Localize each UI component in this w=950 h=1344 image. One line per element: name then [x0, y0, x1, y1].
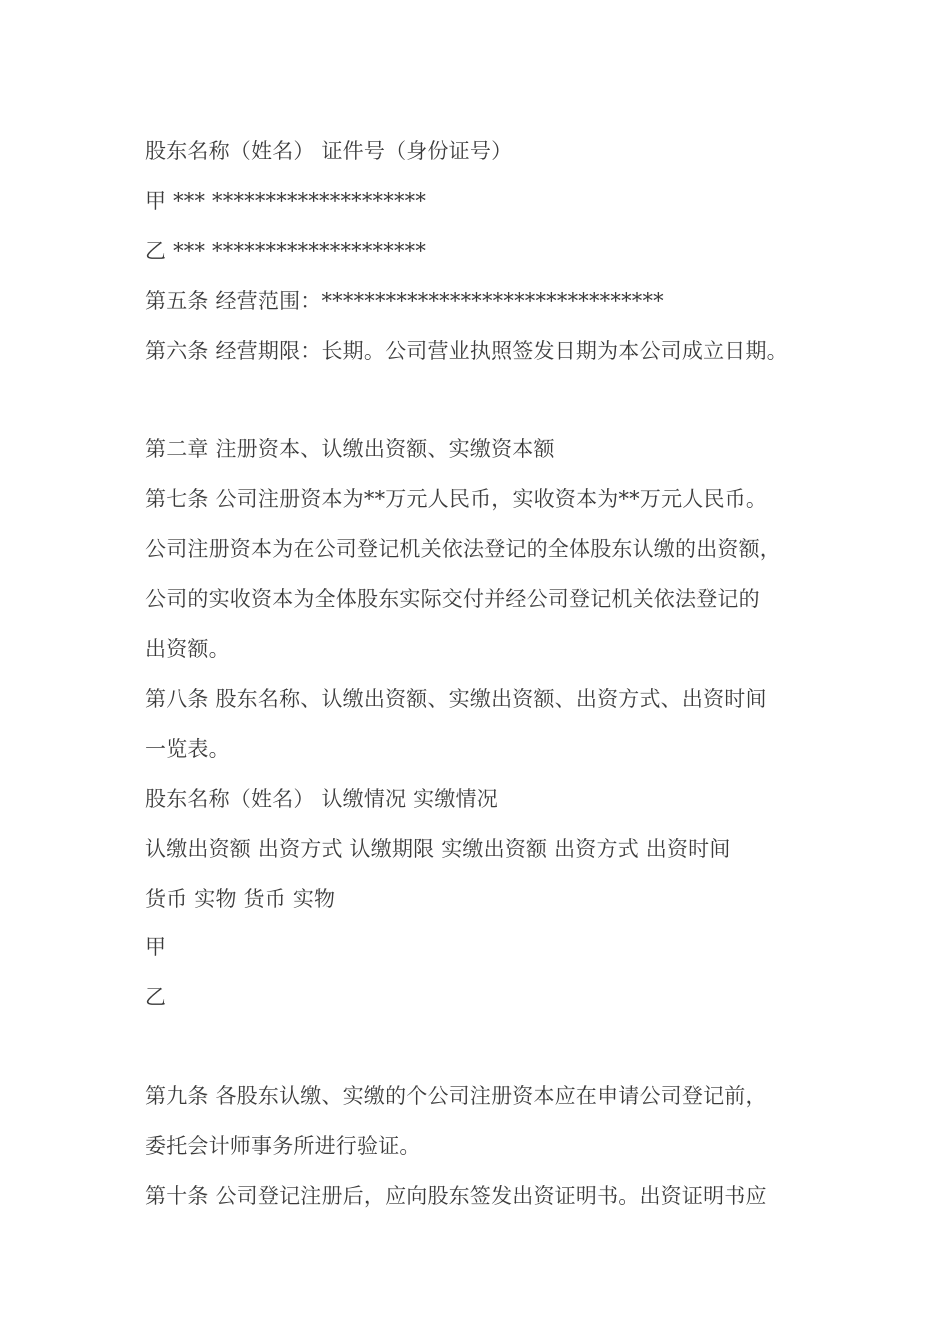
paragraph-line: 一览表。: [145, 737, 230, 761]
paragraph-line: 公司注册资本为在公司登记机关依法登记的全体股东认缴的出资额，: [145, 537, 781, 561]
table-subheader-row: 货币 实物 货币 实物: [145, 887, 336, 911]
article-10-contribution-certificate: 第十条 公司登记注册后，应向股东签发出资证明书。出资证明书应: [145, 1184, 767, 1208]
paragraph-line: 出资额。: [145, 637, 230, 661]
shareholder-b-row: 乙 *** ********************: [145, 239, 427, 263]
table-subheader-row: 认缴出资额 出资方式 认缴期限 实缴出资额 出资方式 出资时间: [145, 837, 731, 861]
chapter-2-heading: 第二章 注册资本、认缴出资额、实缴资本额: [145, 437, 555, 461]
paragraph-line: 委托会计师事务所进行验证。: [145, 1134, 421, 1158]
article-8-contribution-table-intro: 第八条 股东名称、认缴出资额、实缴出资额、出资方式、出资时间: [145, 687, 767, 711]
table-row: 甲: [145, 935, 167, 959]
table-row: 乙: [145, 985, 167, 1009]
paragraph-line: 公司的实收资本为全体股东实际交付并经公司登记机关依法登记的: [145, 587, 760, 611]
table-header-row: 股东名称（姓名） 认缴情况 实缴情况: [145, 787, 498, 811]
article-6-business-term: 第六条 经营期限：长期。公司营业执照签发日期为本公司成立日期。: [145, 339, 788, 363]
article-5-business-scope: 第五条 经营范围：********************************: [145, 289, 664, 313]
shareholder-a-row: 甲 *** ********************: [145, 189, 427, 213]
article-7-registered-capital: 第七条 公司注册资本为**万元人民币，实收资本为**万元人民币。: [145, 487, 768, 511]
article-9-capital-verification: 第九条 各股东认缴、实缴的个公司注册资本应在申请公司登记前，: [145, 1084, 767, 1108]
shareholder-id-header: 股东名称（姓名） 证件号（身份证号）: [145, 139, 513, 163]
